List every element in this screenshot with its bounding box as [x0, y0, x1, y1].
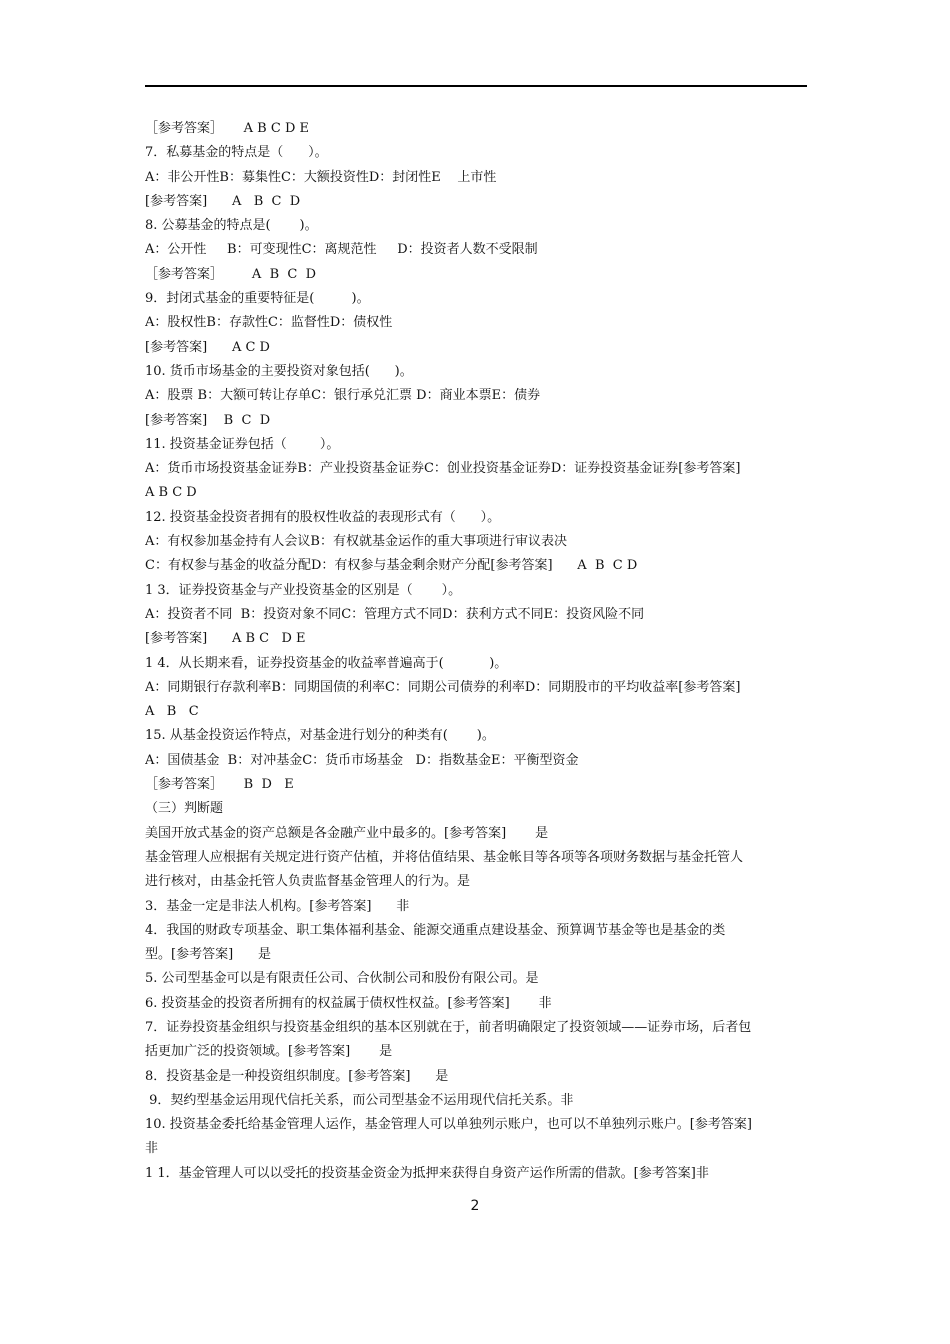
text-line: 3．基金一定是非法人机构。[参考答案] 非: [145, 898, 410, 914]
text-line: [参考答案] A B C D: [145, 193, 301, 209]
text-line: 1 3．证券投资基金与产业投资基金的区别是（ ）。: [145, 582, 462, 598]
text-line: A：公开性 B：可变现性C：离规范性 D：投资者人数不受限制: [145, 242, 538, 258]
text-line: 9．封闭式基金的重要特征是( )。: [145, 291, 370, 307]
header-rule: [145, 85, 807, 87]
text-line: A：国债基金 B：对冲基金C：货币市场基金 D：指数基金E：平衡型资金: [145, 752, 579, 768]
text-line: A：同期银行存款利率B：同期国债的利率C：同期公司债券的利率D：同期股市的平均收益率[参考答案]: [145, 679, 741, 695]
text-line: [参考答案] B C D: [145, 412, 271, 428]
text-line: C：有权参与基金的收益分配D：有权参与基金剩余财产分配[参考答案] A B C D: [145, 558, 638, 574]
text-line: ［参考答案］ B D E: [145, 777, 294, 793]
text-line: 15. 从基金投资运作特点，对基金进行划分的种类有( )。: [145, 728, 495, 744]
text-line: A：股权性B：存款性C：监督性D：债权性: [145, 315, 393, 331]
text-line: 11. 投资基金证券包括（ ）。: [145, 436, 340, 452]
text-line: （三）判断题: [145, 801, 224, 817]
text-line: 美国开放式基金的资产总额是各金融产业中最多的。[参考答案] 是: [145, 825, 549, 841]
text-line: A：有权参加基金持有人会议B：有权就基金运作的重大事项进行审议表决: [145, 534, 567, 550]
page-number: 2: [470, 1198, 480, 1214]
text-line: A：投资者不同 B：投资对象不同C：管理方式不同D：获利方式不同E：投资风险不同: [145, 606, 645, 622]
text-line: 型。[参考答案] 是: [145, 947, 271, 963]
text-line: A B C D: [145, 485, 197, 501]
text-line: [参考答案] A B C D E: [145, 631, 306, 647]
text-line: 基金管理人应根据有关规定进行资产估植，并将估值结果、基金帐目等各项等各项财务数据与基金托管人: [145, 849, 744, 865]
text-line: 非: [145, 1141, 159, 1157]
text-line: 7．证券投资基金组织与投资基金组织的基本区别就在于，前者明确限定了投资领域——证券市场，后者包: [145, 1019, 752, 1035]
text-line: 4．我国的财政专项基金、职工集体福利基金、能源交通重点建设基金、预算调节基金等也是基金的类: [145, 922, 726, 938]
text-line: 5. 公司型基金可以是有限责任公司、合伙制公司和股份有限公司。是: [145, 971, 539, 987]
text-line: 括更加广泛的投资领域。[参考答案] 是: [145, 1044, 393, 1060]
text-line: 10. 货币市场基金的主要投资对象包括( )。: [145, 363, 413, 379]
text-line: [参考答案] A C D: [145, 339, 270, 355]
text-line: 1 1．基金管理人可以以受托的投资基金资金为抵押来获得自身资产运作所需的借款。[参考答案]非: [145, 1165, 709, 1181]
text-line: 9．契约型基金运用现代信托关系，而公司型基金不运用现代信托关系。非: [145, 1092, 574, 1108]
document-body: [145, 117, 810, 1186]
text-line: A：货币市场投资基金证券B：产业投资基金证券C：创业投资基金证券D：证券投资基金证券[参考答案]: [145, 461, 741, 477]
text-line: ［参考答案］ A B C D E: [145, 121, 309, 136]
text-line: 8. 公募基金的特点是( )。: [145, 218, 318, 234]
text-line: 7．私募基金的特点是（ ）。: [145, 145, 328, 161]
text-line: A：股票 B：大额可转让存单C：银行承兑汇票 D：商业本票E：债券: [145, 388, 541, 404]
text-line: 12. 投资基金投资者拥有的股权性收益的表现形式有（ ）。: [145, 509, 501, 525]
text-line: 进行核对，由基金托管人负责监督基金管理人的行为。是: [145, 874, 471, 890]
text-line: 6. 投资基金的投资者所拥有的权益属于债权性权益。[参考答案] 非: [145, 995, 552, 1011]
text-line: A B C: [145, 704, 199, 720]
text-line: 10. 投资基金委托给基金管理人运作，基金管理人可以单独列示账户，也可以不单独列示账户。[参考答案]: [145, 1117, 752, 1133]
text-line: 8．投资基金是一种投资组织制度。[参考答案] 是: [145, 1068, 449, 1084]
text-line: A：非公开性B：募集性C：大额投资性D：封闭性E 上市性: [145, 169, 497, 185]
text-line: 1 4．从长期来看，证券投资基金的收益率普遍高于( )。: [145, 655, 508, 671]
text-line: ［参考答案］ A B C D: [145, 266, 317, 282]
